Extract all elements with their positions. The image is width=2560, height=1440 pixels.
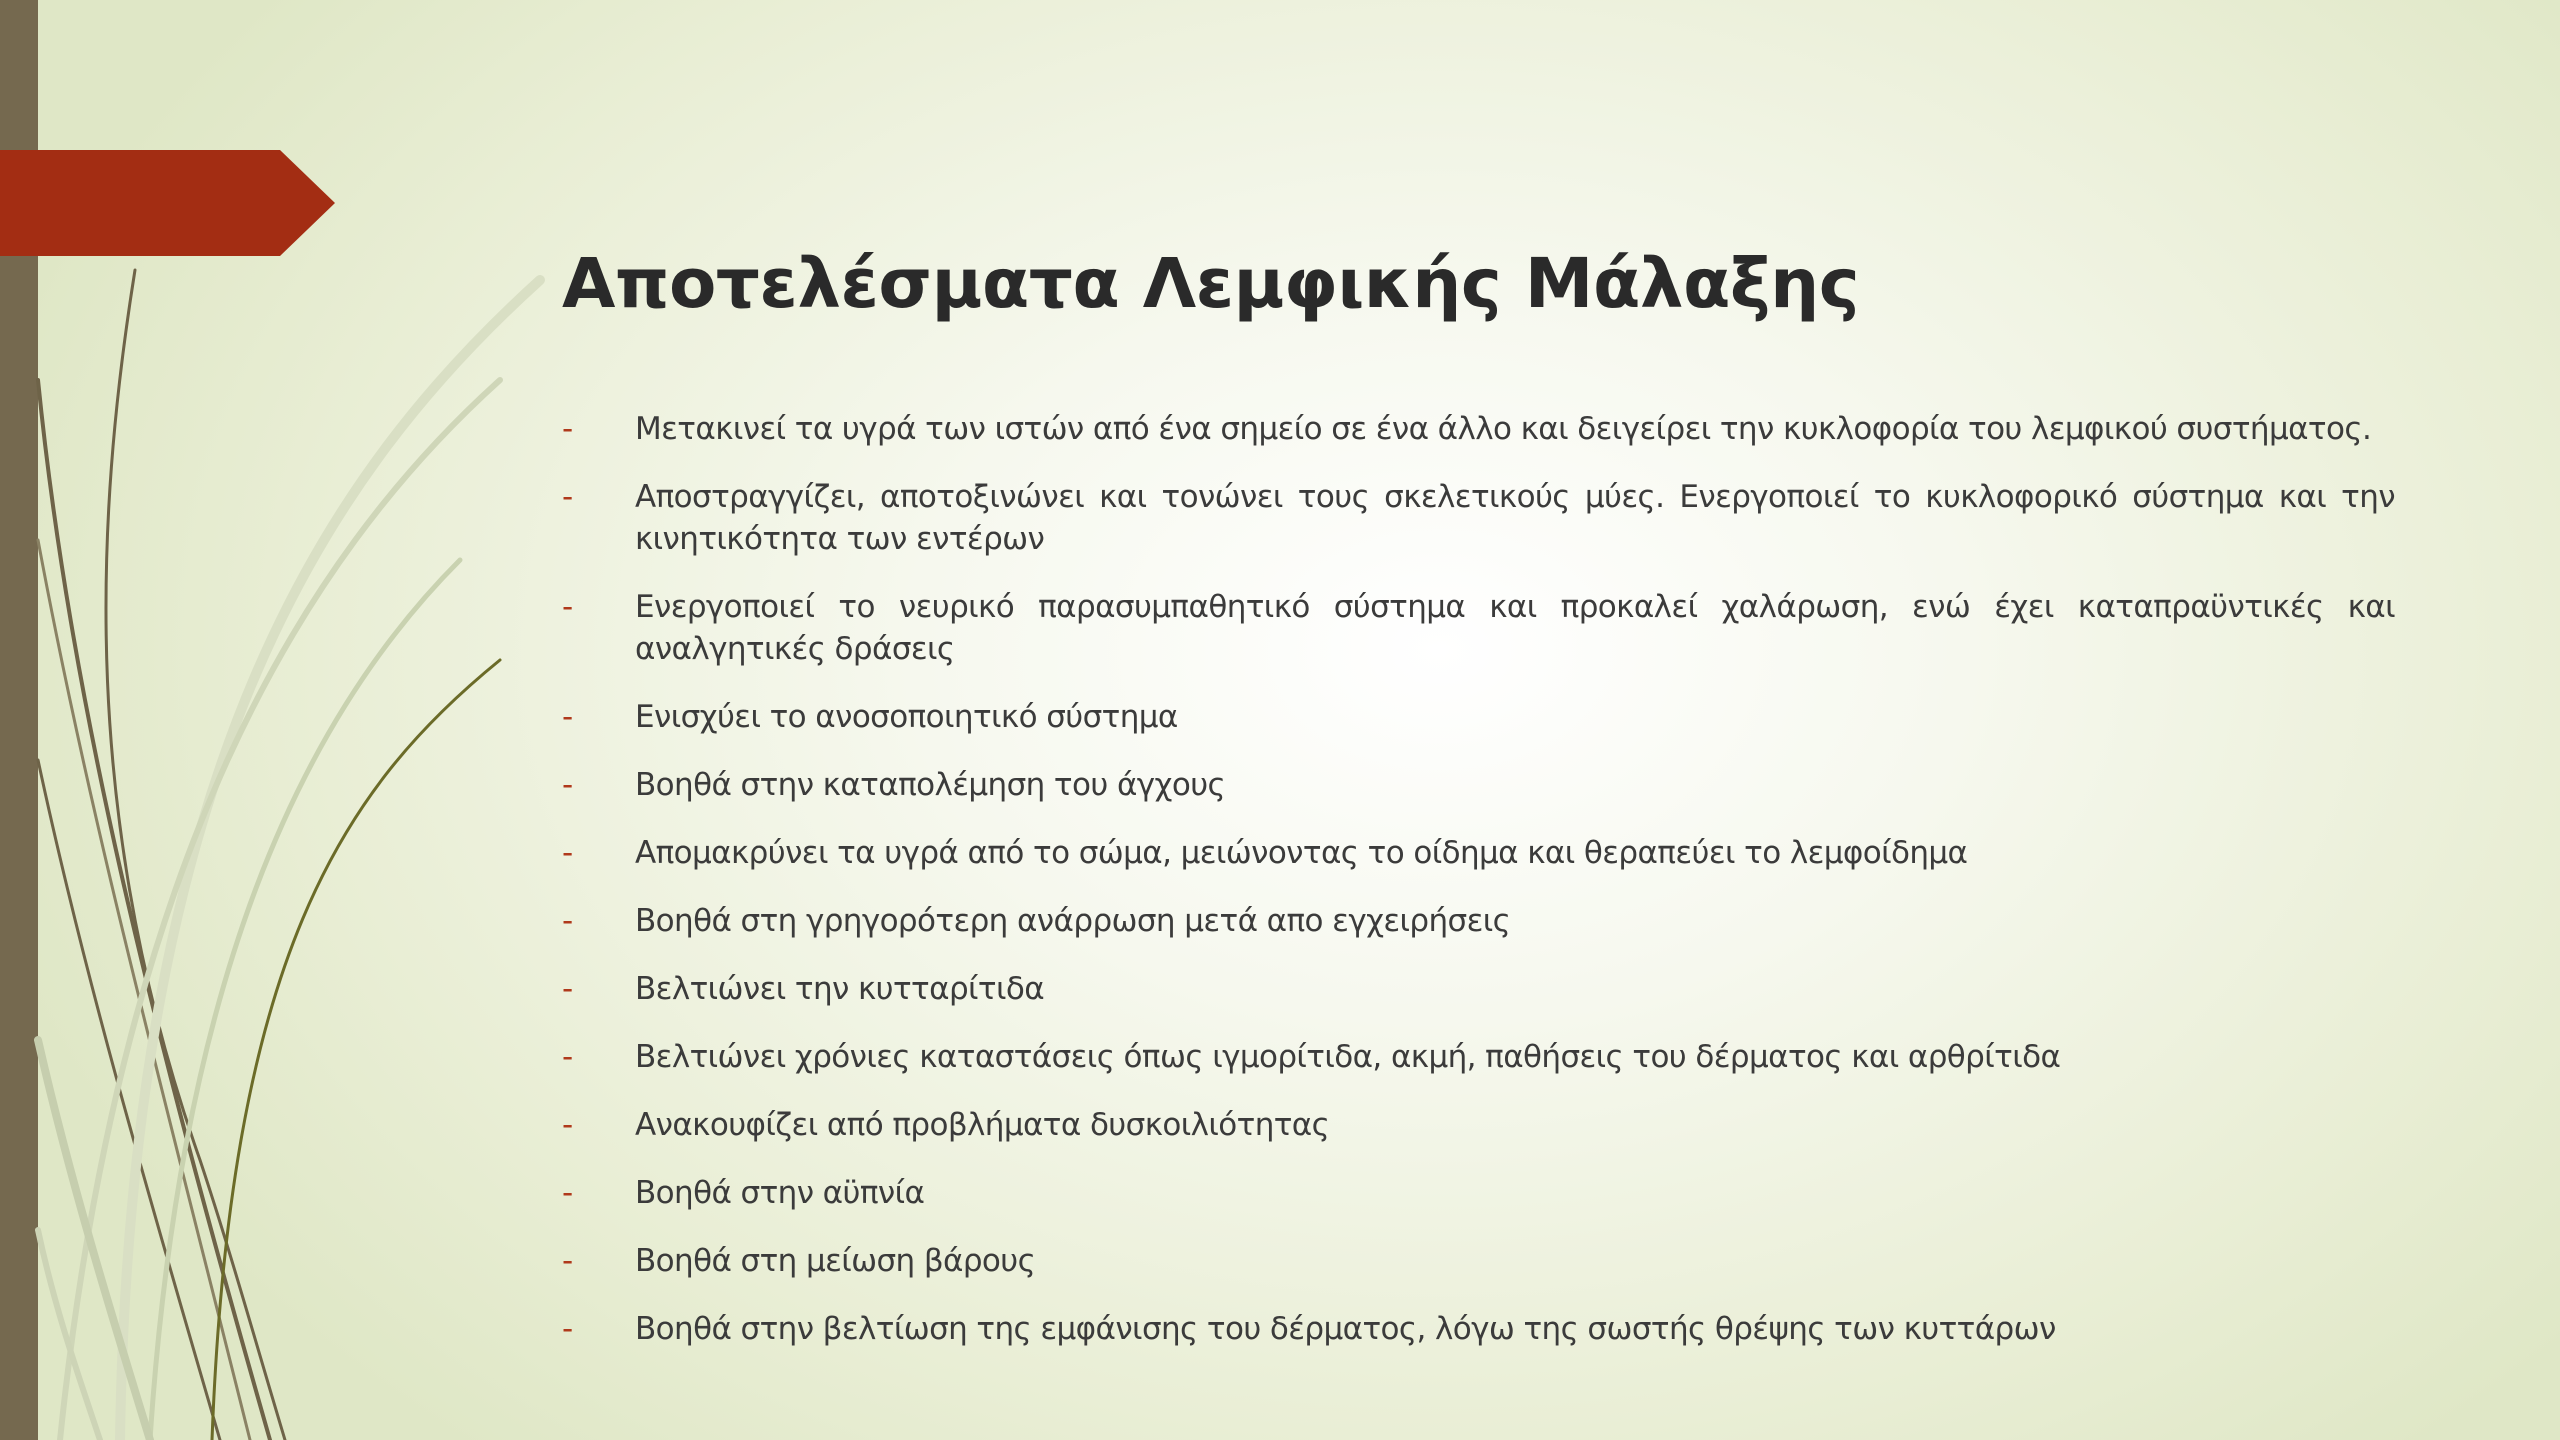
list-item xyxy=(562,900,2395,942)
bullet-marker: - xyxy=(562,1175,573,1211)
bullet-marker: - xyxy=(562,699,573,735)
bullet-marker: - xyxy=(562,971,573,1007)
bullet-text: Ενισχύει το ανοσοποιητικό σύστημα xyxy=(635,699,1178,735)
bullet-text: Βοηθά στην βελτίωση της εμφάνισης του δέρματος, λόγω της σωστής θρέψης των κυττάρων xyxy=(635,1311,2056,1347)
list-item xyxy=(562,1036,2395,1078)
bullet-marker: - xyxy=(562,767,573,803)
bullet-marker: - xyxy=(562,1107,573,1143)
list-item xyxy=(562,1308,2395,1350)
bullet-list xyxy=(562,408,2395,1376)
slide-title: Αποτελέσματα Λεμφικής Μάλαξης xyxy=(562,244,1860,324)
bullet-text: Βοηθά στην αϋπνία xyxy=(635,1175,925,1211)
list-item xyxy=(562,1240,2395,1282)
bullet-text: Βοηθά στην καταπολέμηση του άγχους xyxy=(635,767,1226,803)
bullet-text: Ενεργοποιεί το νευρικό παρασυμπαθητικό σύστημα και προκαλεί χαλάρωση, ενώ έχει καταπραϋντικές και αναλγητικές δράσεις xyxy=(635,589,2395,667)
bullet-marker: - xyxy=(562,411,573,447)
bullet-marker: - xyxy=(562,479,573,515)
list-item xyxy=(562,696,2395,738)
bullet-text: Απομακρύνει τα υγρά από το σώμα, μειώνοντας το οίδημα και θεραπεύει το λεμφοίδημα xyxy=(635,835,1968,871)
list-item xyxy=(562,586,2395,670)
list-item xyxy=(562,764,2395,806)
bullet-text: Μετακινεί τα υγρά των ιστών από ένα σημείο σε ένα άλλο και δειγείρει την κυκλοφορία του λεμφικού συστήματος. xyxy=(635,411,2372,447)
list-item xyxy=(562,1172,2395,1214)
list-item xyxy=(562,968,2395,1010)
list-item xyxy=(562,476,2395,560)
bullet-marker: - xyxy=(562,1039,573,1075)
list-item xyxy=(562,1104,2395,1146)
bullet-marker: - xyxy=(562,1243,573,1279)
bullet-text: Αποστραγγίζει, αποτοξινώνει και τονώνει τους σκελετικούς μύες. Ενεργοποιεί το κυκλοφορικό σύστημα και την κινητικότητα των εντέρων xyxy=(635,479,2395,557)
bullet-marker: - xyxy=(562,1311,573,1347)
bullet-text: Βοηθά στη γρηγορότερη ανάρρωση μετά απο εγχειρήσεις xyxy=(635,903,1511,939)
bullet-marker: - xyxy=(562,903,573,939)
bullet-marker: - xyxy=(562,835,573,871)
accent-arrow-shape xyxy=(0,150,335,256)
bullet-text: Βελτιώνει την κυτταρίτιδα xyxy=(635,971,1045,1007)
list-item xyxy=(562,408,2395,450)
list-item xyxy=(562,832,2395,874)
bullet-text: Ανακουφίζει από προβλήματα δυσκοιλιότητας xyxy=(635,1107,1330,1143)
bullet-marker: - xyxy=(562,589,573,625)
bullet-text: Βοηθά στη μείωση βάρους xyxy=(635,1243,1036,1279)
bullet-text: Βελτιώνει χρόνιες καταστάσεις όπως ιγμορίτιδα, ακμή, παθήσεις του δέρματος και αρθρίτιδα xyxy=(635,1039,2061,1075)
